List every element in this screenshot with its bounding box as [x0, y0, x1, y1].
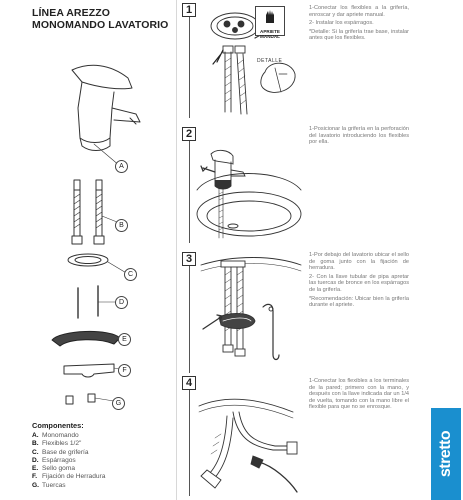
hand-icon — [256, 7, 284, 24]
step-1-text: 1-Conectar los flexibles a la grifería, enroscar y dar apriete manual. 2- Instalar los espárragos. *Detalle: Si la grifería trae base, instalar antes que los flexibles. — [309, 5, 409, 42]
component-item: G. Tuercas — [32, 481, 66, 489]
component-item: F. Fijación de Herradura — [32, 473, 106, 481]
component-item: D. Espárragos — [32, 456, 76, 464]
step-3-illustration — [193, 251, 305, 375]
part-label-a: A — [115, 160, 128, 173]
part-label-d: D — [115, 296, 128, 309]
components-list — [32, 432, 105, 490]
step-1-rule — [189, 4, 190, 118]
step-4-number: 4 — [182, 376, 196, 390]
step-1-number: 1 — [182, 3, 196, 17]
brand-logo: stretto — [437, 430, 454, 478]
part-label-g: G — [112, 397, 125, 410]
column-divider — [176, 0, 177, 500]
step-2-text: 1-Posicionar la grifería en la perforación del lavatorio introduciendo los flexibles por ella. — [309, 126, 409, 146]
part-label-f: F — [118, 364, 131, 377]
part-label-b: B — [115, 219, 128, 232]
part-label-c: C — [124, 268, 137, 281]
components-title: Componentes: — [32, 421, 84, 430]
step-3-number: 3 — [182, 252, 196, 266]
step-4-illustration — [193, 376, 307, 496]
component-item: A. Monomando — [32, 432, 79, 439]
detalle-label: DETALLE — [257, 58, 283, 64]
component-item: B. Flexibles 1/2" — [32, 440, 82, 448]
step-4-rule — [189, 378, 190, 496]
step-3-text: 1-Por debajo del lavatorio ubicar el sello de goma junto con la fijación de herradura. 2- Con la llave tubular de pipa apretar las tuercas de bronce en los espárragos de la grifería. *Recomendación: Ubicar bien la grifería durante el apriete. — [309, 252, 409, 309]
step-2-illustration — [193, 128, 305, 246]
parts-illustration — [30, 48, 176, 418]
apriete-manual-box — [255, 6, 285, 39]
step-2-number: 2 — [182, 127, 196, 141]
title-line-1: LÍNEA AREZZO — [32, 7, 111, 19]
apriete-manual-label: APRIETE MANUAL — [260, 29, 280, 39]
step-4-text: 1-Conectar los flexibles a los terminales de la pared; primero con la mano, y después con la llave indicada dar un 1/4 de vuelta, tomando con la mano libre el flexible para que no se enrosque. — [309, 378, 409, 411]
component-item: C. Base de grifería — [32, 448, 89, 456]
title-line-2: MONOMANDO LAVATORIO — [32, 19, 169, 31]
step-1-illustration — [195, 2, 305, 118]
brand-bar — [431, 408, 461, 500]
step-2-rule — [189, 129, 190, 243]
step-3-rule — [189, 253, 190, 373]
component-item: E. Sello goma — [32, 465, 75, 473]
part-label-e: E — [118, 333, 131, 346]
